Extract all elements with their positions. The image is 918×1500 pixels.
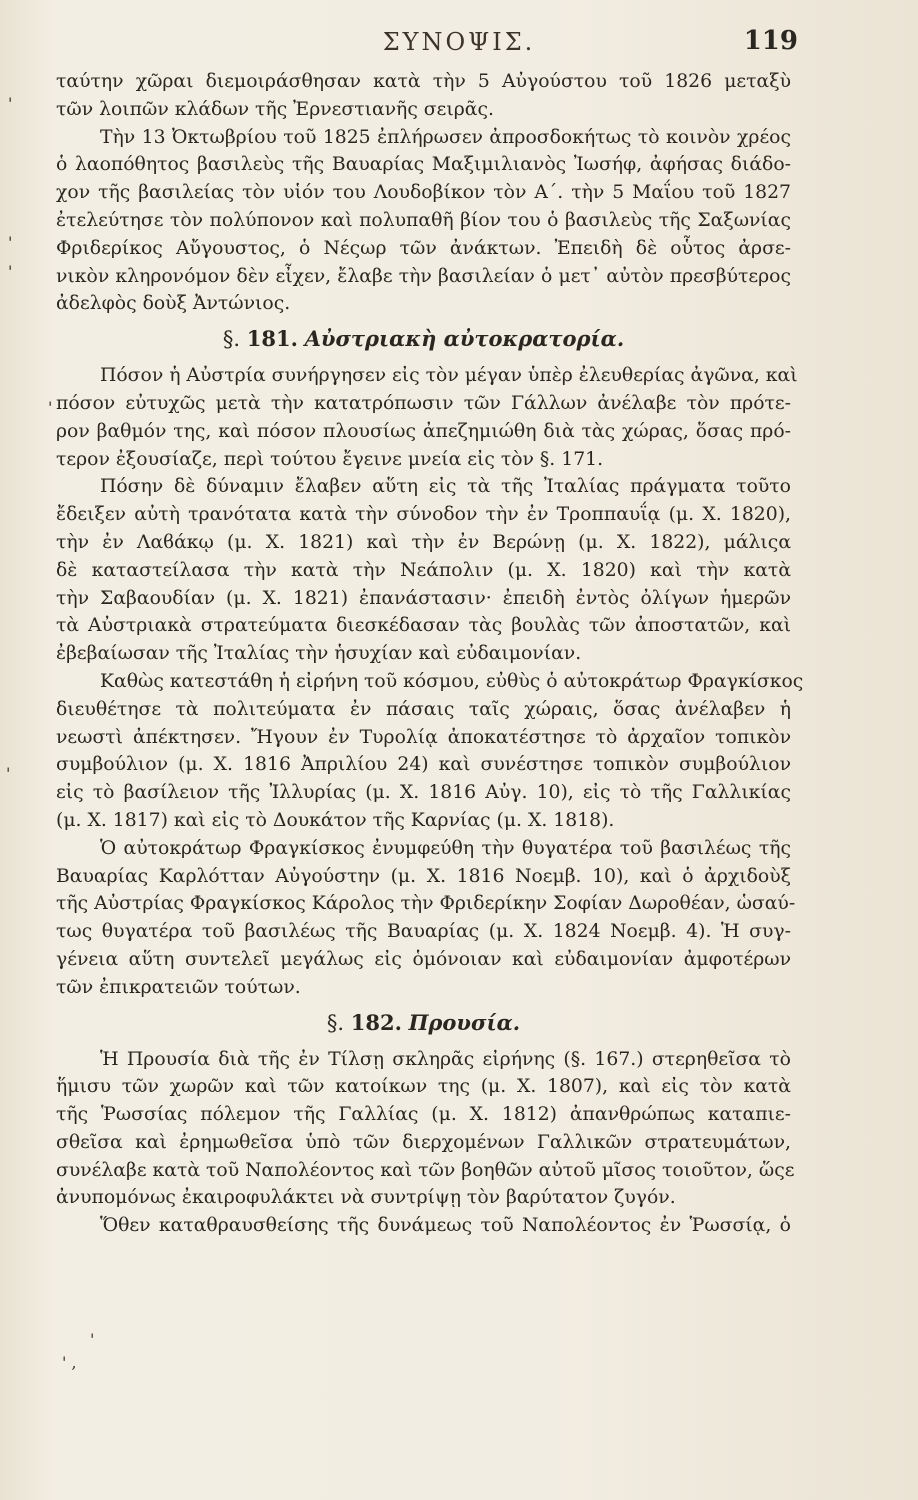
margin-mark: ' (90, 1330, 95, 1349)
section-heading-181 (56, 322, 791, 356)
margin-mark: ' , (62, 1353, 77, 1372)
text-line: Ὅθεν καταθραυσθείσης τῆς δυνάμεως τοῦ Ναπολέοντος ἐν Ῥωσσίᾳ, ὁ (100, 1215, 791, 1237)
text-line: τὴν ἐν Λαϐάκῳ (μ. Χ. 1821) καὶ τὴν ἐν Βερώνῃ (μ. Χ. 1822), μάλιςα (56, 531, 791, 553)
text-line: δὲ καταστείλασα τὴν κατὰ τὴν Νεάπολιν (μ. Χ. 1820) καὶ τὴν κατὰ (56, 559, 791, 581)
text-line: (μ. Χ. 1817) καὶ εἰς τὸ Δουκάτον τῆς Καρνίας (μ. Χ. 1818). (56, 809, 615, 831)
text-line: συνέλαβε κατὰ τοῦ Ναπολέοντος καὶ τῶν βοηθῶν αὐτοῦ μῖσος τοιοῦτον, ὥςε (56, 1159, 795, 1181)
text-line: ἀνυπομόνως ἐκαιροφυλάκτει νὰ συντρίψῃ τὸν βαρύτατον ζυγόν. (56, 1187, 676, 1209)
text-line: Τὴν 13 Ὀκτωβρίου τοῦ 1825 ἐπλήρωσεν ἀπροσδοκήτως τὸ κοινὸν χρέος (100, 126, 791, 148)
text-line: ἐτελεύτησε τὸν πολύπονον καὶ πολυπαθῆ βίον του ὁ βασιλεὺς τῆς Σαξωνίας (56, 209, 791, 231)
text-line: νεωστὶ ἀπέκτησεν. Ἤγουν ἐν Τυρολίᾳ ἀποκατέστησε τὸ ἀρχαῖον τοπικὸν (56, 726, 791, 748)
text-line: τως θυγατέρα τοῦ βασιλέως τῆς Βαυαρίας (μ. Χ. 1824 Νοεμβ. 4). Ἡ συγ- (56, 921, 791, 943)
running-title: ΣΥΝΟΨΙΣ. (382, 28, 536, 56)
text-line: χον τῆς βασιλείας τὸν υἱόν του Λουδοβίκον τὸν Α΄. τὴν 5 Μαΐου τοῦ 1827 (56, 182, 791, 204)
text-line: ἔδειξεν αὐτὴ τρανότατα κατὰ τὴν σύνοδον τὴν ἐν Τροππαυΐᾳ (μ. Χ. 1820), (56, 504, 791, 526)
text-line: γένεια αὕτη συντελεῖ μεγάλως εἰς ὁμόνοιαν καὶ εὐδαιμονίαν ἀμφοτέρων (56, 948, 791, 970)
page-header (0, 22, 918, 62)
text-line: Ὁ αὐτοκράτωρ Φραγκίσκος ἐνυμφεύθη τὴν θυγατέρα τοῦ βασιλέως τῆς (100, 837, 791, 859)
margin-mark: ' (8, 262, 13, 281)
text-line: ἐβεβαίωσαν τῆς Ἰταλίας τὴν ἡσυχίαν καὶ εὐδαιμονίαν. (56, 643, 582, 665)
section-number: 181. (246, 326, 298, 352)
text-line: τὴν Σαβαουδίαν (μ. Χ. 1821) ἐπανάστασιν· ἐπειδὴ ἐντὸς ὀλίγων ἡμερῶν (56, 587, 791, 609)
text-line: διευθέτησε τὰ πολιτεύματα ἐν πάσαις ταῖς χώραις, ὅσας ἀνέλαβεν ἡ (56, 698, 791, 720)
section-heading-182 (56, 1006, 791, 1040)
text-line: συμβούλιον (μ. Χ. 1816 Ἀπριλίου 24) καὶ συνέστησε τοπικὸν συμβούλιον (56, 754, 791, 776)
section-title: Προυσία. (408, 1009, 521, 1035)
paragraph-austria-1 (56, 362, 798, 473)
paragraph-austria-4 (56, 835, 796, 1002)
margin-mark: ' (8, 94, 13, 113)
text-line: ἥμισυ τῶν χωρῶν καὶ τῶν κατοίκων της (μ. Χ. 1807), καὶ εἰς τὸν κατὰ (56, 1076, 791, 1098)
text-line: τὰ Αὐστριακὰ στρατεύματα διεσκέδασαν τὰς βουλὰς τῶν ἀποστατῶν, καὶ (56, 615, 791, 637)
section-symbol: §. (326, 1010, 345, 1035)
text-line: τερον ἐξουσίαζε, περὶ τούτου ἔγεινε μνεία εἰς τὸν §. 171. (56, 448, 604, 470)
paragraph-bavaria (56, 124, 791, 319)
text-line: ρον βαθμόν της, καὶ πόσον πλουσίως ἀπεζημιώθη διὰ τὰς χώρας, ὅσας πρό- (56, 420, 791, 442)
section-number: 182. (350, 1009, 402, 1035)
text-line: πόσον εὐτυχῶς μετὰ τὴν κατατρόπωσιν τῶν Γάλλων ἀνέλαβε τὸν πρότε- (56, 392, 791, 414)
text-line: Πόσην δὲ δύναμιν ἔλαβεν αὕτη εἰς τὰ τῆς Ἰταλίας πράγματα τοῦτο (100, 476, 791, 498)
text-line: ταύτην χῶραι διεμοιράσθησαν κατὰ τὴν 5 Αὐγούστου τοῦ 1826 μεταξὺ (56, 71, 791, 92)
paragraph-prussia-2 (56, 1212, 791, 1240)
text-line: τῶν λοιπῶν κλάδων τῆς Ἐρνεστιανῆς σειρᾶς. (56, 98, 494, 120)
margin-mark: ' (6, 764, 11, 783)
text-line: Καθὼς κατεστάθη ἡ εἰρήνη τοῦ κόσμου, εὐθὺς ὁ αὐτοκράτωρ Φραγκίσκος (100, 670, 804, 692)
text-line: Ἡ Προυσία διὰ τῆς ἐν Τίλσῃ σκληρᾶς εἰρήνης (§. 167.) στερηθεῖσα τὸ (100, 1048, 791, 1070)
text-line: Φριδερίκος Αὔγουστος, ὁ Νέςωρ τῶν ἀνάκτων. Ἐπειδὴ δὲ οὗτος ἀρσε- (56, 237, 791, 259)
page-body (56, 68, 804, 1240)
margin-mark: ' (8, 233, 13, 252)
text-line: τῆς Αὐστρίας Φραγκίσκος Κάρολος τὴν Φριδερίκην Σοφίαν Δωροθέαν, ὡσαύ- (56, 893, 796, 915)
margin-mark: ' (48, 398, 53, 417)
text-line: ὁ λαοπόθητος βασιλεὺς τῆς Βαυαρίας Μαξιμιλιανὸς Ἰωσήφ, ἀφήσας διάδο- (56, 154, 791, 176)
text-line: νικὸν κληρονόμον δὲν εἶχεν, ἔλαβε τὴν βασιλείαν ὁ μετ᾽ αὐτὸν πρεσβύτερος (56, 265, 791, 287)
section-symbol: §. (222, 327, 241, 352)
text-line: τῶν ἐπικρατειῶν τούτων. (56, 976, 301, 998)
page-number: 119 (743, 26, 798, 56)
section-title: Αὐστριακὴ αὐτοκρατορία. (304, 326, 625, 352)
paragraph-section-180-tail (56, 68, 791, 124)
text-line: Βαυαρίας Καρλότταν Αὐγούστην (μ. Χ. 1816 Νοεμβ. 10), καὶ ὁ ἀρχιδοὺξ (56, 865, 791, 887)
text-line: σθεῖσα καὶ ἐρημωθεῖσα ὑπὸ τῶν διερχομένων Γαλλικῶν στρατευμάτων, (56, 1131, 791, 1153)
text-line: Πόσον ἡ Αὐστρία συνήργησεν εἰς τὸν μέγαν ὑπὲρ ἐλευθερίας ἀγῶνα, καὶ (100, 365, 798, 387)
paragraph-austria-2 (56, 473, 791, 668)
paragraph-prussia-1 (56, 1046, 795, 1213)
text-line: εἰς τὸ βασίλειον τῆς Ἰλλυρίας (μ. Χ. 1816 Αὐγ. 10), εἰς τὸ τῆς Γαλλικίας (56, 782, 791, 804)
text-line: ἀδελφὸς δοὺξ Ἀντώνιος. (56, 293, 291, 315)
text-line: τῆς Ῥωσσίας πόλεμον τῆς Γαλλίας (μ. Χ. 1812) ἀπανθρώπως καταπιε- (56, 1104, 791, 1126)
paragraph-austria-3 (56, 668, 804, 835)
